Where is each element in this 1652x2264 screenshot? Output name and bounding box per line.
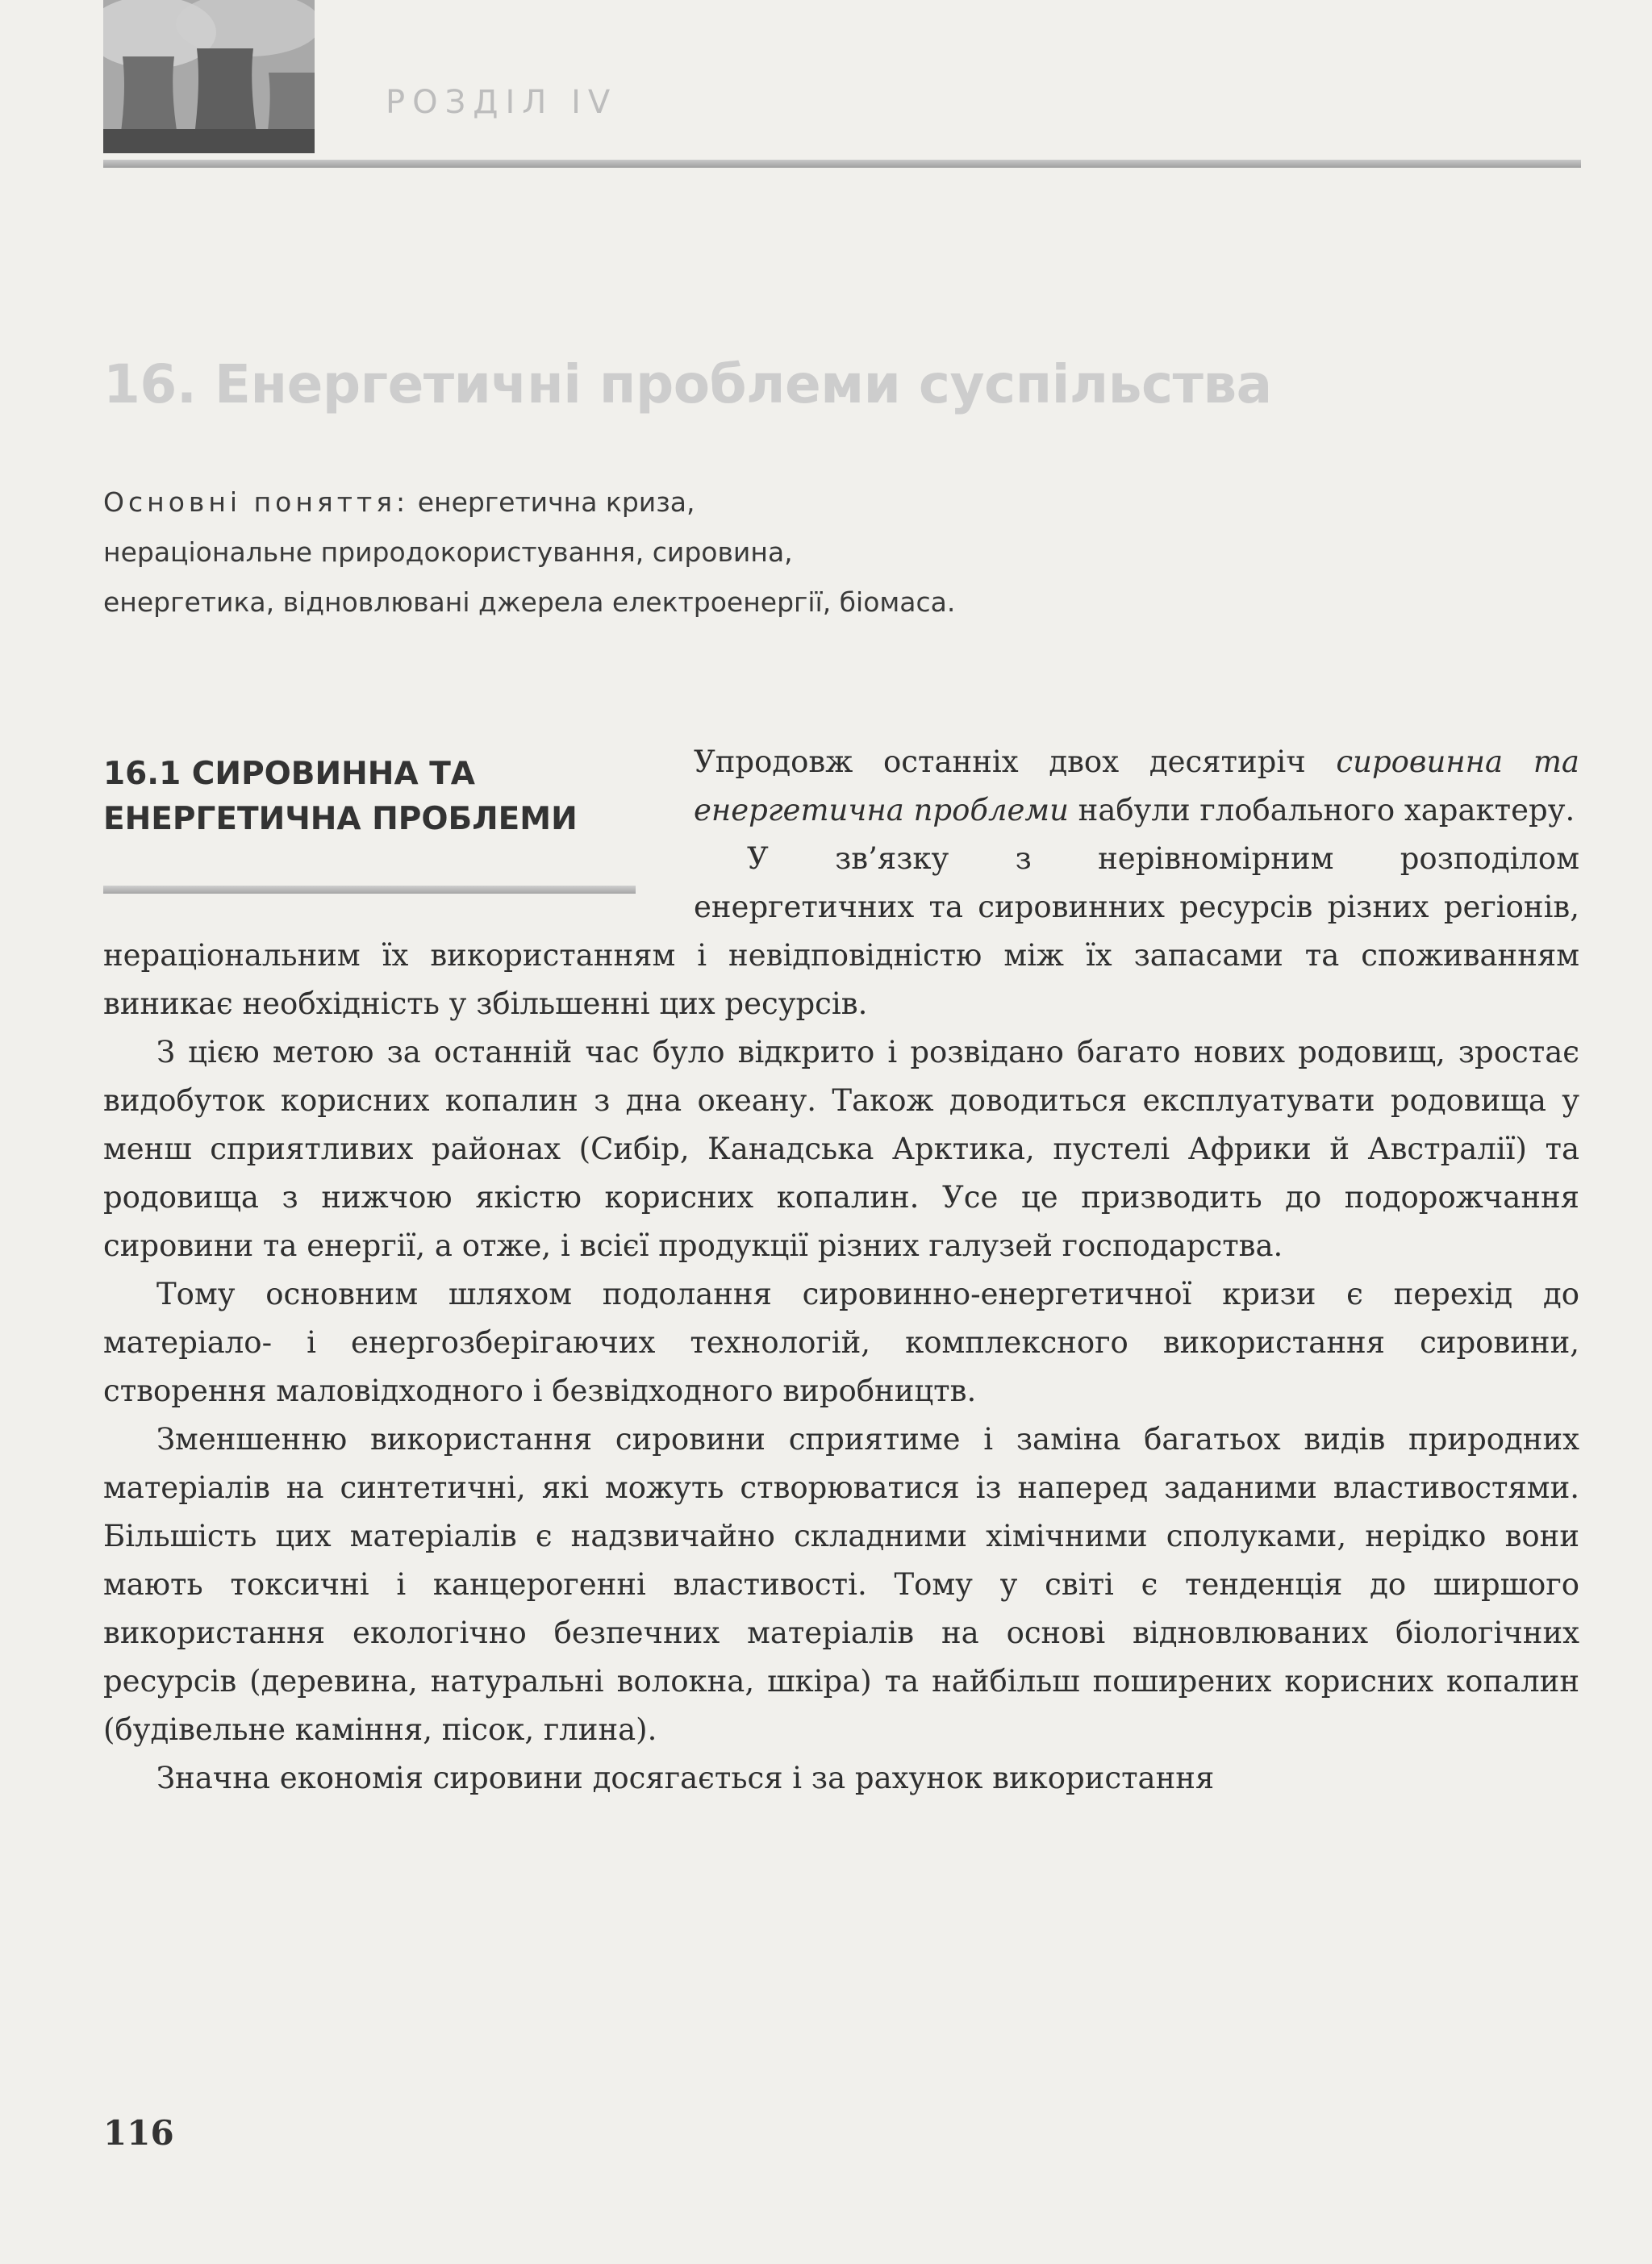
emphasis: сировинна та енергетична проблеми — [694, 744, 1579, 828]
key-concepts — [103, 477, 1313, 627]
section-heading-line: 16.1 СИРОВИННА ТА — [103, 756, 475, 792]
section-heading-line: ЕНЕРГЕТИЧНА ПРОБЛЕМИ — [103, 801, 578, 837]
page-number: 116 — [103, 2113, 174, 2153]
paragraph: Упродовж останніх двох десятиріч сировинна та енергетична проблеми набули глобального характеру. — [694, 744, 1579, 828]
paragraph: З цією метою за останній час було відкрито і розвідано багато нових родовищ, зростає видобуток корисних копалин з дна океану. Також доводиться експлуатувати родовища у менш сприятливих районах (Сибір, Канадська Арктика, пустелі Африки й Австралії) та родовища з нижчою якістю корисних копалин. Усе це призводить до подорожчання сировини та енергії, а отже, і всієї продукції різних галузей господарства. — [103, 1035, 1579, 1263]
key-concepts-line: нераціональне природокористування, сировина, — [103, 536, 793, 568]
paragraph: Зменшенню використання сировини сприятиме і заміна багатьох видів природних матеріалів на синтетичні, які можуть створюватися із наперед заданими властивостями. Більшість цих матеріалів є надзвичайно складними хімічними сполуками, нерідко вони мають токсичні і канцерогенні властивості. Тому у світі є тенденція до ширшого використання екологічно безпечних матеріалів на основі відновлюваних біологічних ресурсів (деревина, натуральні волокна, шкіра) та найбільш поширених корисних копалин (будівельне каміння, пісок, глина). — [103, 1422, 1579, 1747]
paragraph: Значна економія сировини досягається і за рахунок використання — [156, 1761, 1215, 1795]
cooling-towers-image — [103, 0, 315, 153]
key-concepts-line: енергетична криза, — [417, 486, 695, 518]
paragraph: У зв’язку з нерівномірним розподілом енергетичних та сировинних ресурсів різних регіонів, нераціональним їх використанням і невідповідністю між їх запасами та споживанням виникає необхідність у збільшенні цих ресурсів. — [103, 841, 1579, 1021]
header-divider — [103, 160, 1581, 168]
key-concepts-label: Основні поняття: — [103, 486, 410, 518]
chapter-label: РОЗДІЛ IV — [386, 84, 618, 121]
heading-spacer — [103, 738, 694, 932]
chapter-header-photo — [103, 0, 315, 153]
lesson-title: 16. Енергетичні проблеми суспільства — [103, 353, 1272, 415]
body-text — [103, 738, 1579, 1803]
key-concepts-line: енергетика, відновлювані джерела електроенергії, біомаса. — [103, 586, 956, 618]
paragraph: Тому основним шляхом подолання сировинно-енергетичної кризи є перехід до матеріало- і енергозберігаючих технологій, комплексного використання сировини, створення маловідходного і безвідходного виробництв. — [103, 1277, 1579, 1408]
